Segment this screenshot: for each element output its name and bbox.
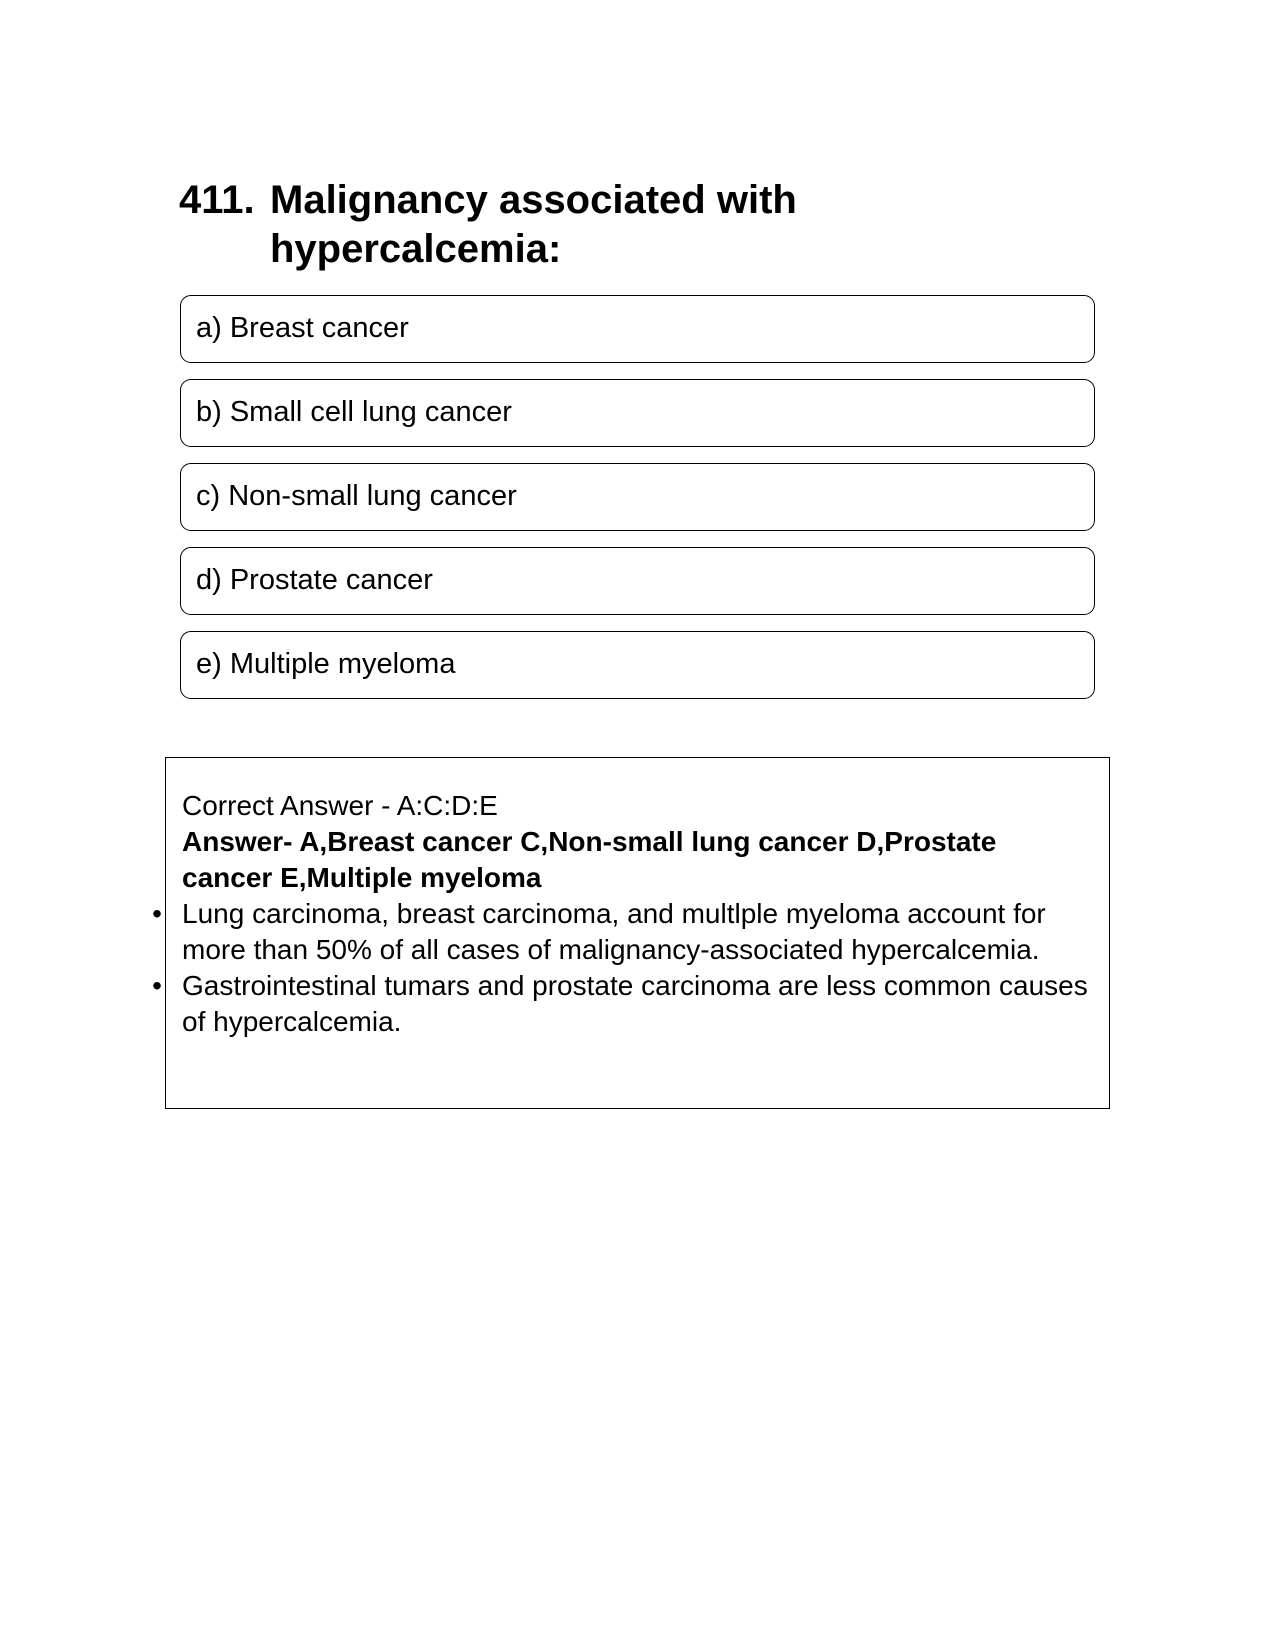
explanation-text: Lung carcinoma, breast carcinoma, and multlple myeloma account for more than 50% of all cases of malignancy-associated hypercalcemia. bbox=[182, 898, 1046, 965]
option-b[interactable]: b) Small cell lung cancer bbox=[180, 379, 1095, 447]
question-heading bbox=[179, 176, 899, 274]
explanation-point bbox=[152, 968, 1089, 1040]
answer-explanation-box bbox=[152, 757, 1110, 1109]
bullet-icon: • bbox=[152, 898, 162, 929]
answer-summary: Answer- A,Breast cancer C,Non-small lung cancer D,Prostate cancer E,Multiple myeloma bbox=[182, 826, 997, 893]
correct-answer: Correct Answer - A:C:D:E bbox=[182, 790, 498, 821]
option-d[interactable]: d) Prostate cancer bbox=[180, 547, 1095, 615]
explanation-point bbox=[152, 896, 1089, 968]
explanation-list bbox=[152, 896, 1089, 1040]
option-e[interactable]: e) Multiple myeloma bbox=[180, 631, 1095, 699]
bullet-icon: • bbox=[152, 970, 162, 1001]
option-a[interactable]: a) Breast cancer bbox=[180, 295, 1095, 363]
question-text: Malignancy associated with hypercalcemia: bbox=[270, 178, 797, 271]
option-c[interactable]: c) Non-small lung cancer bbox=[180, 463, 1095, 531]
explanation-text: Gastrointestinal tumars and prostate carcinoma are less common causes of hypercalcemia. bbox=[182, 970, 1088, 1037]
question-number: 411. bbox=[179, 178, 255, 222]
